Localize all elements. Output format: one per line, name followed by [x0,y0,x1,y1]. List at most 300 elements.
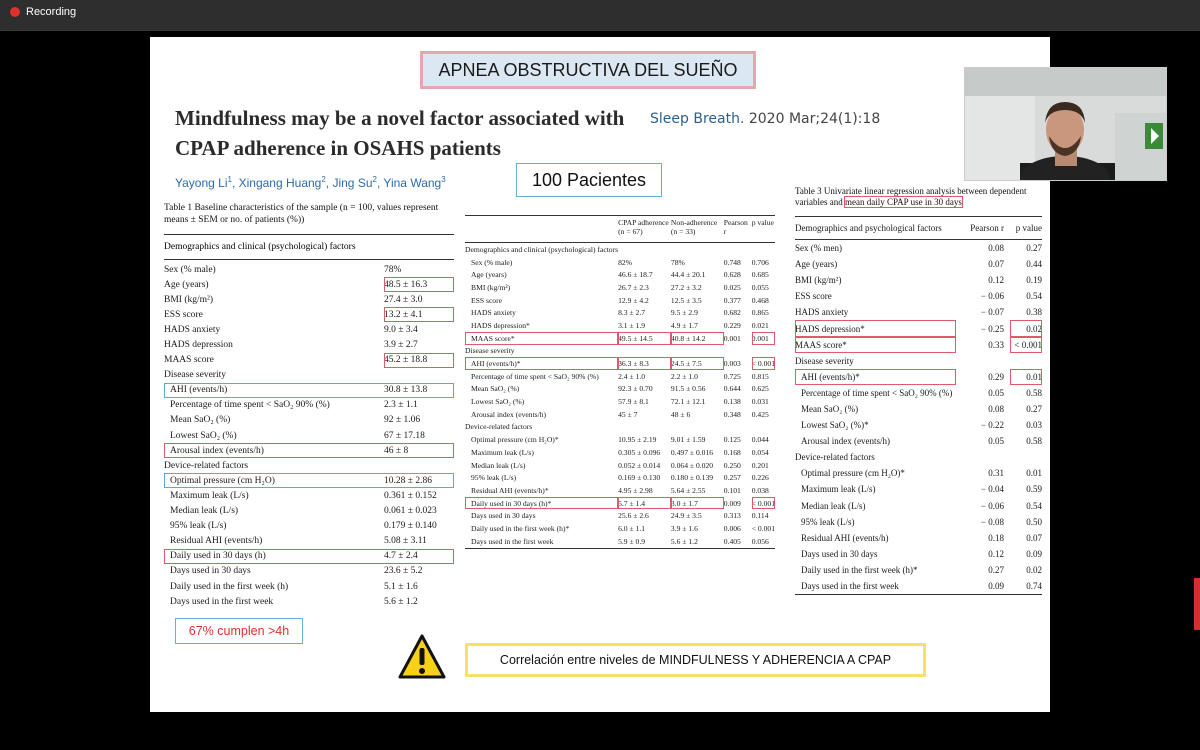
presenter-video[interactable] [964,67,1167,181]
table2-cell: 4.9 ± 1.7 [670,320,698,330]
table2-cell [618,421,671,434]
table2-header-cell: p value [752,216,775,243]
table3-cell: − 0.06 [980,291,1004,302]
table3-row [795,304,1042,320]
table1-cell-value: 5.1 ± 1.6 [384,581,418,592]
table3-cell: Sex (% men) [795,243,842,254]
table2-header-cell: Pearson r [724,216,752,243]
table3-row [795,272,1042,288]
table2-cell: 2.4 ± 1.0 [618,371,646,381]
table1-cell-value: 0.061 ± 0.023 [384,506,437,517]
table3-cell: 0.29 [988,371,1004,382]
table2-cell: BMI (kg/m²) [471,282,511,292]
table3-cell: − 0.07 [980,307,1004,318]
table3-cell [956,449,1010,465]
table1-cell-value: 78% [384,264,402,275]
table2-cell: 6.0 ± 1.1 [618,523,646,533]
patients-box: 100 Pacientes [516,163,662,197]
table2-cell: 0.101 [723,485,741,495]
table3-row [795,465,1042,481]
table3-cell: 0.74 [1010,578,1042,595]
table2-cell: 0.114 [751,511,769,521]
side-indicator [1194,578,1200,630]
table1-cell-label: BMI (kg/m²) [164,294,214,305]
table2-cell: Arousal index (events/h) [471,409,547,419]
table2-header-cell [465,216,618,243]
table1-cell-label: Residual AHI (events/h) [170,536,263,547]
table1-cell-label: Median leak (L/s) [170,506,239,517]
table2-cell: 0.405 [724,535,752,548]
table2-cell: Disease severity [465,346,515,356]
table3-cell: 0.03 [1026,420,1042,431]
table1-row [164,292,454,307]
table2-row [465,332,775,345]
table1-row [164,458,454,473]
table2-cell: 5.7 ± 1.4 [618,497,671,510]
table1-cell-value: 5.6 ± 1.2 [384,596,418,607]
table3-cell: 0.08 [988,403,1004,414]
table2-cell: Mean SaO₂ (%) [471,384,520,394]
table1-row [164,504,454,519]
table3-cell: Days used in 30 days [801,548,878,559]
table3-cell: 0.12 [988,548,1004,559]
table2-cell: 82% [618,257,633,267]
table3-cell: Mean SaO₂ (%) [801,403,859,414]
table1-cell-value: 2.3 ± 1.1 [384,400,418,411]
table1-row [164,277,454,292]
table3-cell: HADS depression* [795,320,956,336]
table3-row [795,578,1042,595]
table1-cell-label: AHI (events/h) [170,385,228,396]
table3-cell: HADS anxiety [795,307,849,318]
table2-cell: 46.6 ± 18.7 [618,270,653,280]
table1-header: Demographics and clinical (psychological) factors [164,234,454,260]
table2-cell: 0.725 [723,371,741,381]
journal-date: 2020 Mar;24(1):18 [748,111,881,127]
table2-cell: 5.9 ± 0.9 [618,535,671,548]
author-affiliation: 3 [441,175,446,184]
table1-cell-label: 95% leak (L/s) [170,521,227,532]
table3-cell [1010,353,1042,369]
table3-cell: Percentage of time spent < SaO₂ 90% (%) [801,387,953,398]
table3-cell: − 0.04 [980,484,1004,495]
table1-cell-value: 10.28 ± 2.86 [384,475,432,486]
table3-cell: 0.09 [1026,548,1042,559]
table2-cell [671,345,724,358]
table2-row [465,294,775,307]
table2 [465,215,775,549]
table2-cell: 9.01 ± 1.59 [670,435,706,445]
table3-cell: 0.01 [1026,468,1042,479]
table3-row [795,562,1042,578]
table1-cell-label: ESS score [164,309,203,320]
table3-row [795,498,1042,514]
table1-cell-value: 48.5 ± 16.3 [384,277,454,292]
table1-cell-label: Lowest SaO₂ (%) [170,430,237,441]
table3-cell: Maximum leak (L/s) [801,484,876,495]
table3-cell: − 0.22 [980,420,1004,431]
table2-cell: 0.169 ± 0.130 [618,473,661,483]
table2-cell: Residual AHI (events/h)* [471,485,549,495]
table3-cell: Age (years) [795,259,838,270]
table3-header-cell: Demographics and psychological factors [795,217,956,240]
table3-cell [956,353,1010,369]
table2-header-row [465,216,775,243]
table2-cell [671,421,724,434]
table2-row [465,433,775,446]
paper-title: Mindfulness may be a novel factor associated with CPAP adherence in OSAHS patients [175,106,625,160]
table3-cell: 0.54 [1026,291,1042,302]
table2-cell: 0.038 [751,485,769,495]
table1-cell-value: 92 ± 1.06 [384,415,421,426]
table3-cell: Disease severity [795,355,854,366]
table2-cell: 0.001 [723,333,741,343]
table2-cell: 0.168 [723,447,741,457]
table2-cell: 72.1 ± 12.1 [670,397,706,407]
table1-cell-value: 4.7 ± 2.4 [384,551,418,562]
table2-cell: < 0.001 [751,498,775,508]
table1-caption: Table 1 Baseline characteristics of the sample (n = 100, values represent means ± SEM or no. of patients (%)) [164,203,439,225]
table2-cell: Median leak (L/s) [471,460,526,470]
table1-cell-label: Age (years) [164,279,209,290]
table2-cell: 9.5 ± 2.9 [670,308,698,318]
table3-cell: 0.05 [988,436,1004,447]
table3-cell: − 0.06 [980,500,1004,511]
table3-cell: 0.07 [1026,532,1042,543]
table2-row [465,522,775,535]
table3-row [795,481,1042,497]
table2-cell: 0.865 [751,308,769,318]
table1-cell-label: HADS anxiety [164,324,221,335]
author-list: Yayong Li$^1$, Xingang Huang$^2$, Jing Su$^2$, Yina Wang$^3$ [175,175,446,190]
table1-cell-value: 5.08 ± 3.11 [384,536,427,547]
table1-row [164,428,454,443]
table2-cell: 2.2 ± 1.0 [670,371,698,381]
table1-row [164,488,454,503]
table2-cell: Daily used in 30 days (h)* [465,497,618,510]
table1-row [164,443,454,458]
table1-cell-value: 3.9 ± 2.7 [384,340,418,351]
table2-cell: < 0.001 [751,523,775,533]
table3-cell: 0.12 [988,275,1004,286]
table3-cell: 0.54 [1026,500,1042,511]
table1-cell-value: 13.2 ± 4.1 [384,307,454,322]
table1-cell-label: Disease severity [164,370,226,381]
recording-bar [0,0,1200,31]
table2-cell: 3.9 ± 1.6 [670,523,698,533]
table2-cell: 0.748 [723,257,741,267]
table2-cell: 0.628 [723,270,741,280]
table1-cell-label: Daily used in 30 days (h) [170,551,266,562]
table3-cell: 0.44 [1026,259,1042,270]
table1-cell-label: Arousal index (events/h) [170,445,264,456]
table3-header-cell: p value [1010,217,1042,240]
table2-cell: Days used in the first week [465,535,618,548]
table2-cell: HADS depression* [471,320,530,330]
table2-cell: 78% [670,257,685,267]
author-name[interactable]: Yayong Li [175,176,228,190]
table1-row [164,519,454,534]
table3-cell: AHI (events/h)* [795,369,956,385]
table2-row [465,370,775,383]
table2-cell: 0.052 ± 0.014 [618,460,661,470]
table2-cell: 0.025 [723,282,741,292]
table2-cell: 45 ± 7 [618,409,638,419]
table1-cell-label: Sex (% male) [164,264,216,275]
table2-cell: 0.706 [751,257,769,267]
table2-header-cell: Non-adherence (n = 33) [671,216,724,243]
table2-cell: 57.9 ± 8.1 [618,397,649,407]
table3-cell: 0.33 [988,339,1004,350]
table3-caption-text: Table 3 Univariate linear regression analysis between dependent variables and [795,186,1027,207]
table2-cell: 8.3 ± 2.7 [618,308,646,318]
table1-cell-value: 9.0 ± 3.4 [384,324,418,335]
table2-cell: 0.815 [751,371,769,381]
table2-cell [752,421,775,434]
table3-cell: 0.50 [1026,516,1042,527]
table2-cell: 0.425 [751,409,769,419]
table2-cell: 0.229 [723,320,741,330]
table1-cell-label: Daily used in the first week (h) [170,581,289,592]
table3-cell: 0.07 [988,259,1004,270]
table3-row [795,256,1042,272]
table2-row [465,446,775,459]
table3-cell: 0.02 [1010,320,1042,336]
table2-cell [618,243,671,256]
table2-cell: Maximum leak (L/s) [471,447,534,457]
table3-cell: MAAS score* [795,337,956,353]
table2-cell: 0.226 [751,473,769,483]
table3-cell: Daily used in the first week (h)* [801,564,918,575]
table1-cell-label: Days used in the first week [170,596,274,607]
table2-cell: 0.055 [751,282,769,292]
table3-cell: 0.58 [1026,436,1042,447]
table2-cell: 0.006 [723,523,741,533]
table1-cell-label: Device-related factors [164,460,249,471]
author-affiliation: 1 [227,175,232,184]
table1-cell-label: MAAS score [164,355,214,366]
table1-row [164,579,454,594]
table3-row [795,337,1042,353]
table2-cell: 12.9 ± 4.2 [618,295,649,305]
table2-cell: Percentage of time spent < SaO₂ 90% (%) [471,371,599,381]
table2-cell: Daily used in the first week (h)* [471,523,570,533]
table2-cell: HADS anxiety [471,308,516,318]
table1-cell-value: 45.2 ± 18.8 [384,353,454,368]
table2-cell: 0.056 [752,535,775,548]
table2-row [465,408,775,421]
table2-cell: 10.95 ± 2.19 [618,435,657,445]
table2-row [465,243,775,256]
table2-cell [618,345,671,358]
table3-cell: 0.08 [988,243,1004,254]
table3-cell: Optimal pressure (cm H₂O)* [801,468,905,479]
table2-cell: 26.7 ± 2.3 [618,282,649,292]
author-affiliation: 2 [372,175,377,184]
table2-cell: 4.95 ± 2.98 [618,485,653,495]
table2-cell: 0.682 [723,308,741,318]
table3-row [795,433,1042,449]
table2-cell: Sex (% male) [471,257,513,267]
table2-cell: 3.1 ± 1.9 [618,320,646,330]
table3-cell: 0.18 [988,532,1004,543]
table2-cell: 0.064 ± 0.020 [670,460,714,470]
table3-cell: − 0.08 [980,516,1004,527]
table2-cell: 0.001 [752,332,775,345]
table3-cell: Lowest SaO₂ (%)* [801,420,869,431]
table2-header-cell: CPAP adherence (n = 67) [618,216,671,243]
table2-cell: 25.6 ± 2.6 [618,511,649,521]
correlation-note: Correlación entre niveles de MINDFULNESS Y ADHERENCIA A CPAP [465,643,926,677]
table2-cell: 27.2 ± 3.2 [670,282,702,292]
table1-cell-value [384,368,454,383]
presenter-video-feed [965,68,1167,181]
table3-row [795,240,1042,257]
table2-row [465,497,775,510]
table1-cell-value: 0.361 ± 0.152 [384,490,437,501]
table2-cell: 0.313 [723,511,741,521]
table1-cell-value: 30.8 ± 13.8 [384,385,428,396]
table2-cell: 5.64 ± 2.55 [670,485,706,495]
table3-cell: 0.27 [988,564,1004,575]
table2-cell: Days used in 30 days [471,511,536,521]
table2-row [465,345,775,358]
table3-cell: 0.38 [1026,307,1042,318]
table3-row [795,530,1042,546]
table1-cell-label: Days used in 30 days [170,566,251,577]
table2-cell: 0.054 [751,447,769,457]
table1-cell-label: Percentage of time spent < SaO₂ 90% (%) [170,400,330,411]
table1-cell-value: 27.4 ± 3.0 [384,294,423,305]
table3-cell: Median leak (L/s) [801,500,866,511]
table3-row [795,288,1042,304]
table2-cell: 0.685 [751,270,769,280]
table3-header-row [795,217,1042,240]
table2-cell: 48 ± 6 [670,409,691,419]
table3-cell: 0.27 [1026,403,1042,414]
table2-cell: MAAS score* [465,332,618,345]
table1-row [164,322,454,337]
table2-cell: 95% leak (L/s) [471,473,517,483]
table1-row [164,473,454,488]
warning-triangle-icon [397,633,447,681]
table2-cell [724,421,752,434]
author-name[interactable]: Jing Su [332,176,373,190]
table2-row [465,395,775,408]
table2-cell: 12.5 ± 3.5 [670,295,702,305]
table2-cell: 0.257 [723,473,741,483]
table2-cell: 24.9 ± 3.5 [670,511,702,521]
table1-row [164,398,454,413]
table2-row [465,281,775,294]
table2-row [465,383,775,396]
journal-citation [650,111,880,127]
table3-cell: BMI (kg/m²) [795,275,842,286]
table3-cell: 0.01 [1010,369,1042,385]
table2-cell: 92.3 ± 0.70 [618,384,653,394]
table2-row [465,256,775,269]
table2-cell: ESS score [471,295,503,305]
table3-row [795,353,1042,369]
table3-cell: ESS score [795,291,832,302]
table2-cell: 0.305 ± 0.096 [618,447,661,457]
table3-row [795,320,1042,336]
table2-cell: Lowest SaO₂ (%) [471,397,525,407]
table2-cell: AHI (events/h)* [465,357,618,370]
author-name[interactable]: Xingang Huang [238,176,322,190]
table2-cell: 0.497 ± 0.016 [670,447,714,457]
recording-indicator[interactable] [10,6,76,18]
table1-cell-value: 0.179 ± 0.140 [384,521,437,532]
table3-caption [795,186,1040,208]
table2-cell [724,243,752,256]
table2-row [465,459,775,472]
table2-cell: 0.644 [723,384,741,394]
author-name[interactable]: Yina Wang [383,176,442,190]
journal-name: Sleep Breath. [650,111,745,127]
table1-row [164,383,454,398]
table2-cell: 0.044 [751,435,769,445]
table2-cell: Device-related factors [465,422,533,432]
table2-cell: 0.031 [751,397,769,407]
table3-cell: 0.19 [1026,275,1042,286]
table3-cell: Device-related factors [795,452,875,463]
table2-cell [752,243,775,256]
table1-row [164,307,454,322]
author-affiliation: 2 [321,175,326,184]
table3-row [795,385,1042,401]
adherence-note: 67% cumplen >4h [175,618,303,644]
shared-slide [150,37,1050,712]
table2-cell: 0.201 [751,460,769,470]
table2-row [465,421,775,434]
table3-header-cell: Pearson r [956,217,1010,240]
table3-row [795,449,1042,465]
table2-cell: 49.5 ± 14.5 [618,332,671,345]
table2-row [465,484,775,497]
table1-row [164,337,454,352]
table3-row [795,514,1042,530]
table1-cell-value [384,458,454,473]
table1-cell-value: 23.6 ± 5.2 [384,566,423,577]
table1 [164,234,454,609]
table2-cell: 0.377 [723,295,741,305]
table2-cell: < 0.001 [751,359,775,369]
table1-row [164,534,454,549]
table3-cell: < 0.001 [1010,337,1042,353]
table3-row [795,401,1042,417]
table3-caption-highlight: mean daily CPAP use in 30 days [844,197,962,207]
table2-cell: 0.125 [723,435,741,445]
table3-cell: 0.09 [956,578,1010,595]
table1-row [164,413,454,428]
table2-cell: 40.8 ± 14.2 [671,332,724,345]
table2-cell: 24.5 ± 7.5 [671,357,724,370]
table2-cell [671,243,724,256]
table3-cell: 0.02 [1026,564,1042,575]
table1-row [164,549,454,564]
table2-cell: 0.468 [751,295,769,305]
table2-row [465,535,775,548]
table3-row [795,369,1042,385]
table3-cell [1010,449,1042,465]
table2-cell: 5.6 ± 1.2 [671,535,724,548]
table2-row [465,306,775,319]
record-dot-icon [10,7,20,17]
table1-cell-value: 46 ± 8 [384,445,409,456]
table1-cell-label: Maximum leak (L/s) [170,490,249,501]
table2-row [465,357,775,370]
